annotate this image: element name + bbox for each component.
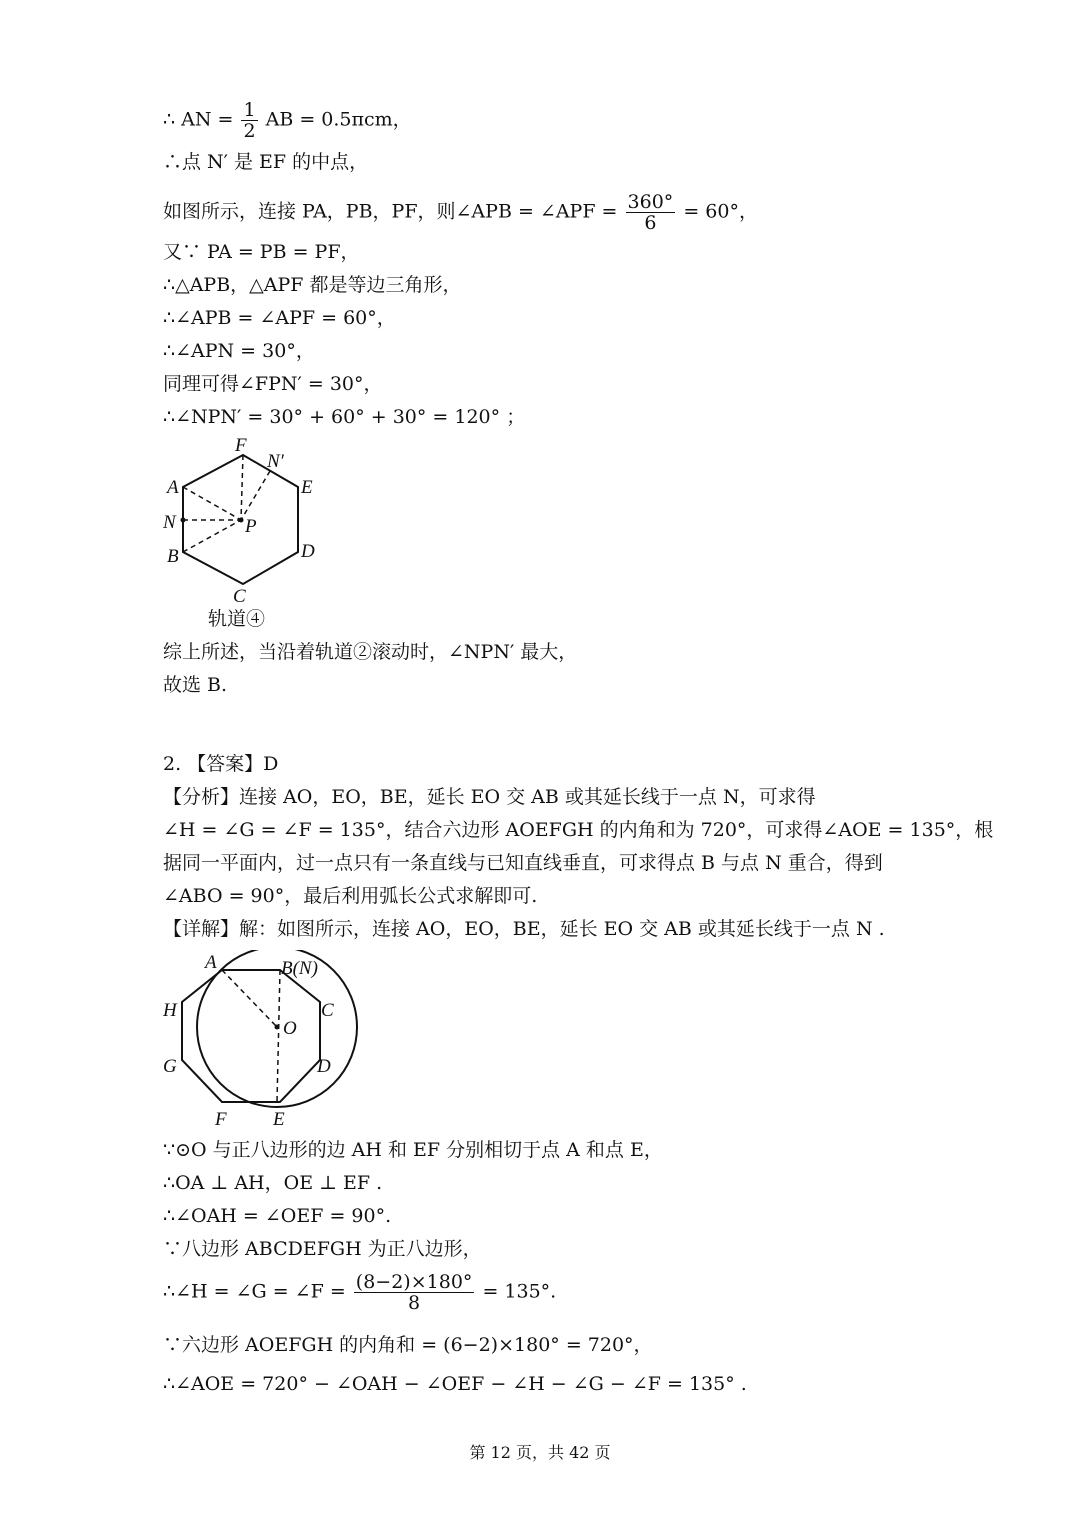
step-right-angles: ∴∠OAH = ∠OEF = 90°. [163, 1205, 392, 1227]
analysis-line-4: ∠ABO = 90°，最后利用弧长公式求解即可. [163, 885, 538, 907]
text: = 135°. [482, 1280, 557, 1303]
analysis-line-2: ∠H = ∠G = ∠F = 135°，结合六边形 AOEFGH 的内角和为 720°，可求得∠AOE = 135°，根 [163, 819, 994, 841]
octagon-shape [182, 970, 320, 1102]
point-o [275, 1025, 280, 1030]
answer-heading: 2. 【答案】D [163, 753, 279, 775]
denominator: 8 [408, 1292, 421, 1314]
label-e: E [273, 1109, 285, 1130]
line-angle-fpn: 同理可得∠FPN′ = 30°， [163, 373, 383, 395]
numerator: (8−2)×180° [355, 1271, 473, 1293]
octagon-figure [155, 950, 375, 1130]
label-a: A [205, 952, 217, 973]
label-c: C [233, 586, 246, 607]
label-n: N [163, 512, 176, 533]
segment-pa [183, 487, 241, 520]
line-pa-pb-pf: 又∵ PA = PB = PF， [163, 241, 360, 263]
segment-pn-prime [241, 471, 270, 520]
line-summary: 综上所述，当沿着轨道②滚动时，∠NPN′ 最大， [163, 641, 578, 663]
fraction-360-6 [626, 192, 676, 233]
segment-pb [183, 520, 241, 552]
line-equilateral: ∴△APB，△APF 都是等边三角形， [163, 274, 462, 296]
page-footer: 第 12 页，共 42 页 [469, 1443, 611, 1462]
denominator: 6 [644, 212, 657, 234]
step-angle-aoe: ∴∠AOE = 720° − ∠OAH − ∠OEF − ∠H − ∠G − ∠F = 135° . [163, 1373, 747, 1395]
step-hexagon-sum: ∵六边形 AOEFGH 的内角和 = (6−2)×180° = 720°， [163, 1334, 653, 1356]
text: = 60°， [683, 200, 758, 223]
segment-pf [241, 455, 243, 520]
line-connect-pa [163, 192, 758, 233]
segment-ao [222, 970, 277, 1027]
label-d: D [317, 1056, 331, 1077]
line-angle-npn: ∴∠NPN′ = 30° + 60° + 30° = 120° ； [163, 406, 526, 428]
label-o: O [283, 1018, 297, 1039]
detail-line: 【详解】解：如图所示，连接 AO，EO，BE，延长 EO 交 AB 或其延长线于一点 N . [163, 918, 885, 940]
label-p: P [245, 516, 257, 537]
fraction-half [241, 100, 257, 141]
point-n [181, 518, 186, 523]
line-angle-60: ∴∠APB = ∠APF = 60°， [163, 307, 396, 329]
label-b: B [167, 546, 179, 567]
figure-caption: 轨道④ [208, 608, 266, 630]
segment-be [277, 970, 280, 1102]
line-choice: 故选 B. [163, 674, 228, 696]
label-a: A [167, 477, 179, 498]
step-regular-octagon: ∵八边形 ABCDEFGH 为正八边形， [163, 1238, 482, 1260]
label-f: F [215, 1109, 227, 1130]
step-perpendicular: ∴OA ⊥ AH，OE ⊥ EF . [163, 1172, 383, 1194]
label-n-prime: N′ [267, 451, 284, 472]
label-h: H [163, 1000, 177, 1021]
text: 如图所示，连接 PA，PB，PF，则∠APB = ∠APF = [163, 200, 618, 223]
text: AB = 0.5πcm， [265, 108, 412, 131]
label-bn: B(N) [281, 958, 318, 979]
label-c: C [321, 1000, 334, 1021]
text: ∴ AN = [163, 108, 234, 131]
analysis-line-1: 【分析】连接 AO，EO，BE，延长 EO 交 AB 或其延长线于一点 N，可求得 [163, 786, 816, 808]
denominator: 2 [243, 120, 256, 142]
label-g: G [163, 1056, 177, 1077]
numerator: 360° [627, 191, 674, 213]
step-tangent: ∵⊙O 与正八边形的边 AH 和 EF 分别相切于点 A 和点 E， [163, 1139, 663, 1161]
line-an [163, 100, 412, 141]
numerator: 1 [243, 99, 256, 121]
point-p [239, 518, 244, 523]
analysis-line-3: 据同一平面内，过一点只有一条直线与已知直线垂直，可求得点 B 与点 N 重合，得到 [163, 852, 883, 874]
step-interior-angle [163, 1272, 556, 1313]
hexagon-figure [155, 435, 335, 610]
label-f: F [235, 435, 247, 456]
line-angle-apn: ∴∠APN = 30°， [163, 340, 315, 362]
label-e: E [301, 477, 313, 498]
line-midpoint: ∴点 N′ 是 EF 的中点， [163, 151, 369, 173]
label-d: D [301, 541, 315, 562]
text: ∴∠H = ∠G = ∠F = [163, 1280, 346, 1303]
fraction-octagon-angle [354, 1272, 475, 1313]
